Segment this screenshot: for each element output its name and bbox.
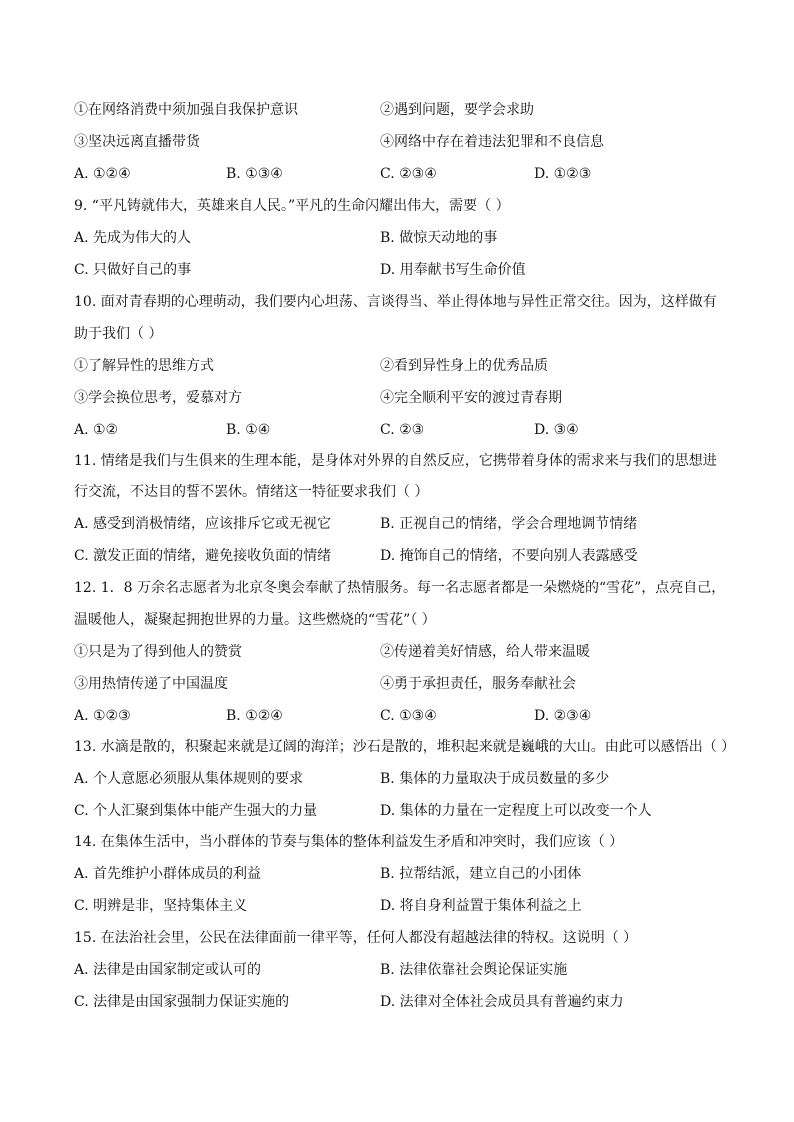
q10-choice-d[interactable]: D. ③④ xyxy=(534,422,579,438)
q15-choice-d[interactable]: D. 法律对全体社会成员具有普遍约束力 xyxy=(380,994,624,1010)
q15-choice-a[interactable]: A. 法律是由国家制定或认可的 xyxy=(74,962,262,978)
q12-choice-d[interactable]: D. ②③④ xyxy=(534,708,592,724)
q10-choice-c[interactable]: C. ②③ xyxy=(380,422,425,438)
q11-stem-line1: 11. 情绪是我们与生俱来的生理本能，是身体对外界的自然反应，它携带着身体的需求来与我们的思想进 xyxy=(74,453,717,469)
q13-choice-a[interactable]: A. 个人意愿必须服从集体规则的要求 xyxy=(74,771,304,787)
q10-stem-line2: 助于我们（ ） xyxy=(74,326,163,342)
q8-choice-b[interactable]: B. ①③④ xyxy=(226,166,283,182)
q8-option-4: ④网络中存在着违法犯罪和不良信息 xyxy=(380,134,604,150)
q10-option-1: ①了解异性的思维方式 xyxy=(74,358,214,374)
q8-choice-a[interactable]: A. ①②④ xyxy=(74,166,131,182)
q12-stem-line1: 12. 1．8 万余名志愿者为北京冬奥会奉献了热情服务。每一名志愿者都是一朵燃烧的“雪花”，点亮自己， xyxy=(74,580,726,596)
q11-choice-b[interactable]: B. 正视自己的情绪，学会合理地调节情绪 xyxy=(380,516,638,532)
q8-option-3: ③坚决远离直播带货 xyxy=(74,134,200,150)
q12-option-3: ③用热情传递了中国温度 xyxy=(74,676,228,692)
q10-choice-b[interactable]: B. ①④ xyxy=(226,422,271,438)
q10-stem-line1: 10. 面对青春期的心理萌动，我们要内心坦荡、言谈得当、举止得体地与异性正常交往。因为，这样做有 xyxy=(74,294,717,310)
q8-option-2: ②遇到问题，要学会求助 xyxy=(380,102,534,118)
q11-choice-a[interactable]: A. 感受到消极情绪，应该排斥它或无视它 xyxy=(74,516,332,532)
q12-choice-c[interactable]: C. ①③④ xyxy=(380,708,437,724)
q14-choice-b[interactable]: B. 拉帮结派，建立自己的小团体 xyxy=(380,866,582,882)
q10-option-3: ③学会换位思考，爱慕对方 xyxy=(74,390,242,406)
q12-choice-b[interactable]: B. ①②④ xyxy=(226,708,283,724)
q8-option-1: ①在网络消费中须加强自我保护意识 xyxy=(74,102,298,118)
q12-choice-a[interactable]: A. ①②③ xyxy=(74,708,131,724)
q8-choice-d[interactable]: D. ①②③ xyxy=(534,166,592,182)
q12-stem-line2: 温暖他人，凝聚起拥抱世界的力量。这些燃烧的“雪花”（ ） xyxy=(74,612,436,628)
q12-option-1: ①只是为了得到他人的赞赏 xyxy=(74,644,242,660)
q9-choice-d[interactable]: D. 用奉献书写生命价值 xyxy=(380,262,526,278)
q9-stem: 9. “平凡铸就伟大，英雄来自人民。”平凡的生命闪耀出伟大，需要（ ） xyxy=(74,198,510,214)
q14-stem: 14. 在集体生活中，当小群体的节奏与集体的整体利益发生矛盾和冲突时，我们应该（ ） xyxy=(74,834,624,850)
q9-choice-a[interactable]: A. 先成为伟大的人 xyxy=(74,230,192,246)
q10-option-2: ②看到异性身上的优秀品质 xyxy=(380,358,548,374)
q11-choice-c[interactable]: C. 激发正面的情绪，避免接收负面的情绪 xyxy=(74,548,332,564)
q11-choice-d[interactable]: D. 掩饰自己的情绪，不要向别人表露感受 xyxy=(380,548,638,564)
q14-choice-d[interactable]: D. 将自身利益置于集体利益之上 xyxy=(380,898,582,914)
q13-choice-c[interactable]: C. 个人汇聚到集体中能产生强大的力量 xyxy=(74,803,318,819)
q10-choice-a[interactable]: A. ①② xyxy=(74,422,119,438)
q10-option-4: ④完全顺利平安的渡过青春期 xyxy=(380,390,562,406)
q13-choice-b[interactable]: B. 集体的力量取决于成员数量的多少 xyxy=(380,771,610,787)
q8-choice-c[interactable]: C. ②③④ xyxy=(380,166,437,182)
q15-choice-b[interactable]: B. 法律依靠社会舆论保证实施 xyxy=(380,962,568,978)
q13-stem: 13. 水滴是散的，积聚起来就是辽阔的海洋；沙石是散的，堆积起来就是巍峨的大山。由此可以感悟出（ ） xyxy=(74,739,736,755)
q14-choice-c[interactable]: C. 明辨是非，坚持集体主义 xyxy=(74,898,248,914)
q12-option-4: ④勇于承担责任，服务奉献社会 xyxy=(380,676,576,692)
q15-choice-c[interactable]: C. 法律是由国家强制力保证实施的 xyxy=(74,994,290,1010)
q9-choice-c[interactable]: C. 只做好自己的事 xyxy=(74,262,192,278)
q13-choice-d[interactable]: D. 集体的力量在一定程度上可以改变一个人 xyxy=(380,803,652,819)
q12-option-2: ②传递着美好情感，给人带来温暖 xyxy=(380,644,590,660)
q11-stem-line2: 行交流，不达目的誓不罢休。情绪这一特征要求我们（ ） xyxy=(74,484,429,500)
q15-stem: 15. 在法治社会里，公民在法律面前一律平等，任何人都没有超越法律的特权。这说明（ ） xyxy=(74,930,638,946)
q9-choice-b[interactable]: B. 做惊天动地的事 xyxy=(380,230,498,246)
q14-choice-a[interactable]: A. 首先维护小群体成员的利益 xyxy=(74,866,262,882)
